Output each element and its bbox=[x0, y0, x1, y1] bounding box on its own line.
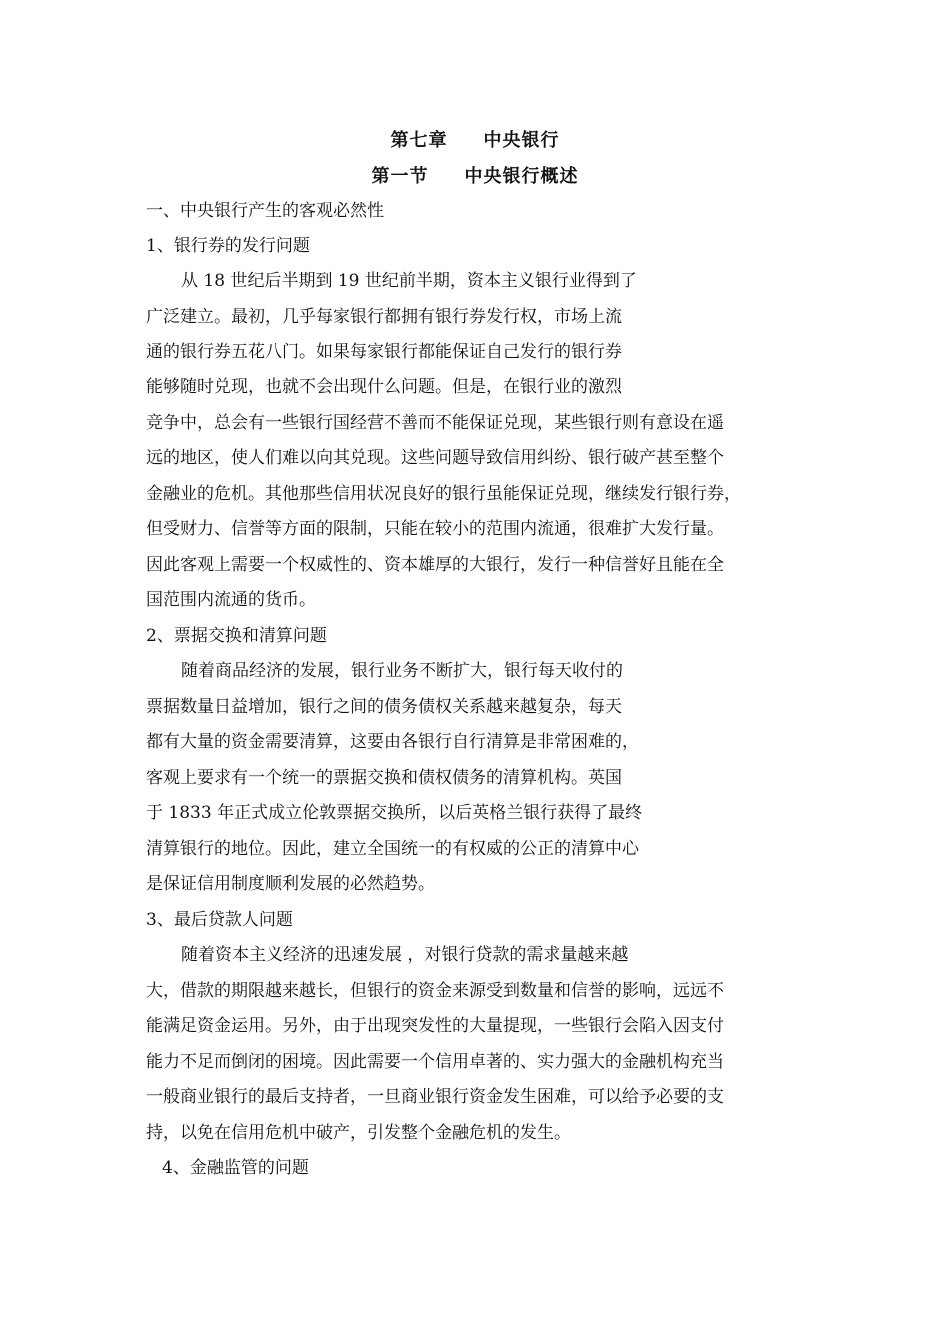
paragraph-1-line: 国范围内流通的货币。 bbox=[146, 590, 316, 610]
heading-1: 一、中央银行产生的客观必然性 bbox=[146, 201, 384, 221]
paragraph-3-line: 随着资本主义经济的迅速发展 ，对银行贷款的需求量越来越 bbox=[181, 945, 629, 965]
section-name: 中央银行概述 bbox=[464, 166, 579, 187]
paragraph-1-line: 能够随时兑现，也就不会出现什么问题。但是，在银行业的激烈 bbox=[146, 377, 622, 397]
section-title bbox=[0, 162, 950, 188]
paragraph-1-line: 因此客观上需要一个权威性的、资本雄厚的大银行，发行一种信誉好且能在全 bbox=[146, 555, 724, 575]
paragraph-3-line: 能力不足而倒闭的困境。因此需要一个信用卓著的、实力强大的金融机构充当 bbox=[146, 1052, 724, 1072]
chapter-number: 第七章 bbox=[390, 130, 448, 151]
paragraph-1-line: 广泛建立。最初，几乎每家银行都拥有银行券发行权，市场上流 bbox=[146, 307, 622, 327]
section-number: 第一节 bbox=[371, 166, 429, 187]
paragraph-2-line: 是保证信用制度顺利发展的必然趋势。 bbox=[146, 874, 435, 894]
subheading-3: 3、最后贷款人问题 bbox=[146, 910, 293, 930]
subheading-4: 4、金融监管的问题 bbox=[162, 1158, 309, 1178]
paragraph-1-line: 但受财力、信誉等方面的限制，只能在较小的范围内流通，很难扩大发行量。 bbox=[146, 519, 724, 539]
paragraph-1-line: 通的银行券五花八门。如果每家银行都能保证自己发行的银行券 bbox=[146, 342, 622, 362]
chapter-name: 中央银行 bbox=[483, 130, 560, 151]
paragraph-2-line: 票据数量日益增加，银行之间的债务债权关系越来越复杂，每天 bbox=[146, 697, 622, 717]
paragraph-1-line: 远的地区，使人们难以向其兑现。这些问题导致信用纠纷、银行破产甚至整个 bbox=[146, 448, 724, 468]
paragraph-2-line: 都有大量的资金需要清算，这要由各银行自行清算是非常困难的， bbox=[146, 732, 639, 752]
paragraph-1-line: 竞争中，总会有一些银行国经营不善而不能保证兑现，某些银行则有意设在遥 bbox=[146, 413, 724, 433]
paragraph-1-line: 从 18 世纪后半期到 19 世纪前半期，资本主义银行业得到了 bbox=[181, 271, 637, 291]
paragraph-3-line: 持，以免在信用危机中破产，引发整个金融危机的发生。 bbox=[146, 1123, 571, 1143]
paragraph-3-line: 大，借款的期限越来越长，但银行的资金来源受到数量和信誉的影响，远远不 bbox=[146, 981, 724, 1001]
paragraph-1-line: 金融业的危机。其他那些信用状况良好的银行虽能保证兑现，继续发行银行券， bbox=[146, 484, 741, 504]
paragraph-2-line: 于 1833 年正式成立伦敦票据交换所，以后英格兰银行获得了最终 bbox=[146, 803, 643, 823]
paragraph-2-line: 随着商品经济的发展，银行业务不断扩大，银行每天收付的 bbox=[181, 661, 623, 681]
subheading-2: 2、票据交换和清算问题 bbox=[146, 626, 327, 646]
paragraph-2-line: 客观上要求有一个统一的票据交换和债权债务的清算机构。英国 bbox=[146, 768, 622, 788]
paragraph-2-line: 清算银行的地位。因此，建立全国统一的有权威的公正的清算中心 bbox=[146, 839, 639, 859]
paragraph-3-line: 能满足资金运用。另外，由于出现突发性的大量提现，一些银行会陷入因支付 bbox=[146, 1016, 724, 1036]
paragraph-3-line: 一般商业银行的最后支持者，一旦商业银行资金发生困难，可以给予必要的支 bbox=[146, 1087, 724, 1107]
subheading-1: 1、银行券的发行问题 bbox=[146, 236, 310, 256]
chapter-title bbox=[0, 126, 950, 152]
